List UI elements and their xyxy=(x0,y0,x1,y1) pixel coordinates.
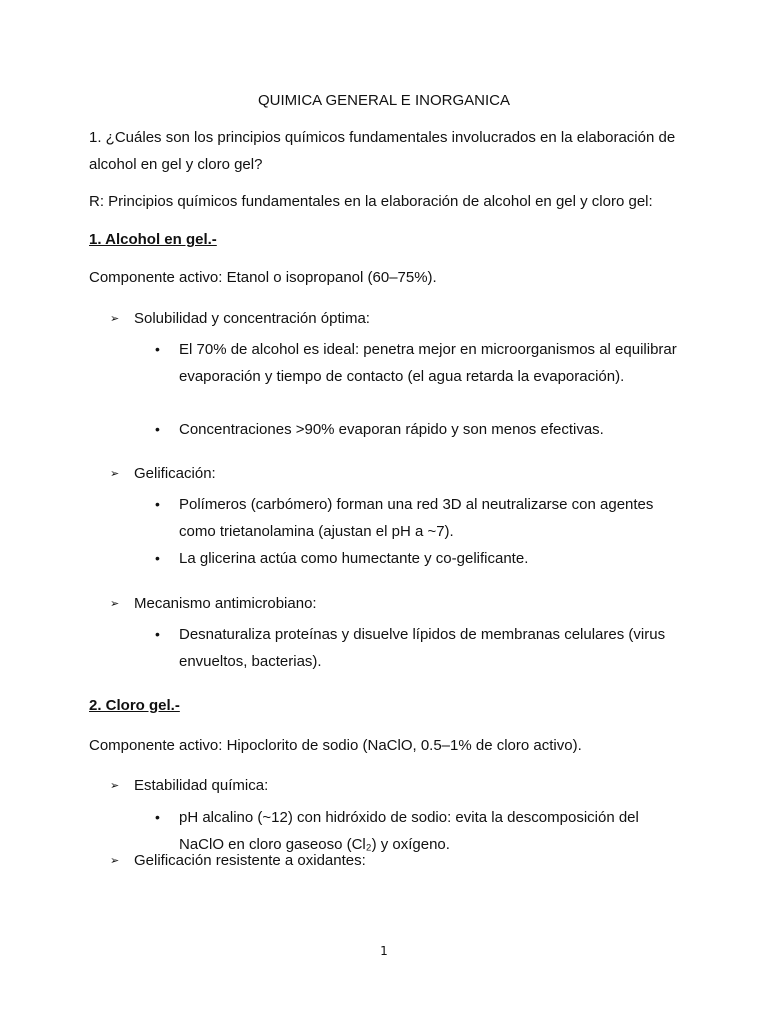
arrow-bullet-icon: ➢ xyxy=(110,598,120,610)
arrow-bullet-icon: ➢ xyxy=(110,855,120,867)
section-heading-alcohol-gel: 1. Alcohol en gel.- xyxy=(89,231,217,248)
arrow-bullet-icon: ➢ xyxy=(110,313,120,325)
list-item xyxy=(110,851,366,871)
bullet-dot-icon: • xyxy=(155,341,160,357)
active-component-alcohol: Componente activo: Etanol o isopropanol (60–75%). xyxy=(89,269,437,286)
bullet-item xyxy=(155,621,685,675)
bullet-text: Concentraciones >90% evaporan rápido y son menos efectivas. xyxy=(179,421,604,438)
section-heading-cloro-gel: 2. Cloro gel.- xyxy=(89,697,180,714)
bullet-dot-icon: • xyxy=(155,809,160,825)
bullet-item xyxy=(155,491,685,545)
bullet-text: Desnaturaliza proteínas y disuelve lípidos de membranas celulares (virus envueltos, bacterias). xyxy=(179,626,666,670)
list-item-label: Mecanismo antimicrobiano: xyxy=(134,595,317,612)
page-number: 1 xyxy=(380,944,388,958)
list-item-label: Gelificación resistente a oxidantes: xyxy=(134,852,366,869)
bullet-dot-icon: • xyxy=(155,496,160,512)
document-title: QUIMICA GENERAL E INORGANICA xyxy=(258,92,510,109)
answer-intro: R: Principios químicos fundamentales en la elaboración de alcohol en gel y cloro gel: xyxy=(89,193,653,210)
bullet-text: El 70% de alcohol es ideal: penetra mejor en microorganismos al equilibrar evaporación y tiempo de contacto (el agua retarda la evaporación). xyxy=(179,341,677,385)
bullet-item xyxy=(155,416,685,443)
bullet-text: La glicerina actúa como humectante y co-gelificante. xyxy=(179,550,529,567)
bullet-dot-icon: • xyxy=(155,421,160,437)
bullet-item xyxy=(155,336,685,390)
bullet-dot-icon: • xyxy=(155,626,160,642)
list-item xyxy=(110,594,317,614)
list-item xyxy=(110,776,268,796)
list-item xyxy=(110,464,216,484)
bullet-dot-icon: • xyxy=(155,550,160,566)
bullet-item xyxy=(155,545,685,572)
bullet-item xyxy=(155,804,685,858)
list-item-label: Solubilidad y concentración óptima: xyxy=(134,310,370,327)
bullet-text: pH alcalino (~12) con hidróxido de sodio: evita la descomposición del NaClO en cloro gaseoso (Cl₂) y oxígeno. xyxy=(179,809,639,853)
list-item xyxy=(110,309,370,329)
bullet-text: Polímeros (carbómero) forman una red 3D al neutralizarse con agentes como trietanolamina (ajustan el pH a ~7). xyxy=(179,496,654,540)
arrow-bullet-icon: ➢ xyxy=(110,468,120,480)
list-item-label: Gelificación: xyxy=(134,465,216,482)
active-component-cloro: Componente activo: Hipoclorito de sodio (NaClO, 0.5–1% de cloro activo). xyxy=(89,737,582,754)
arrow-bullet-icon: ➢ xyxy=(110,780,120,792)
question-text: 1. ¿Cuáles son los principios químicos fundamentales involucrados en la elaboración de alcohol en gel y cloro gel? xyxy=(89,129,676,173)
list-item-label: Estabilidad química: xyxy=(134,777,269,794)
